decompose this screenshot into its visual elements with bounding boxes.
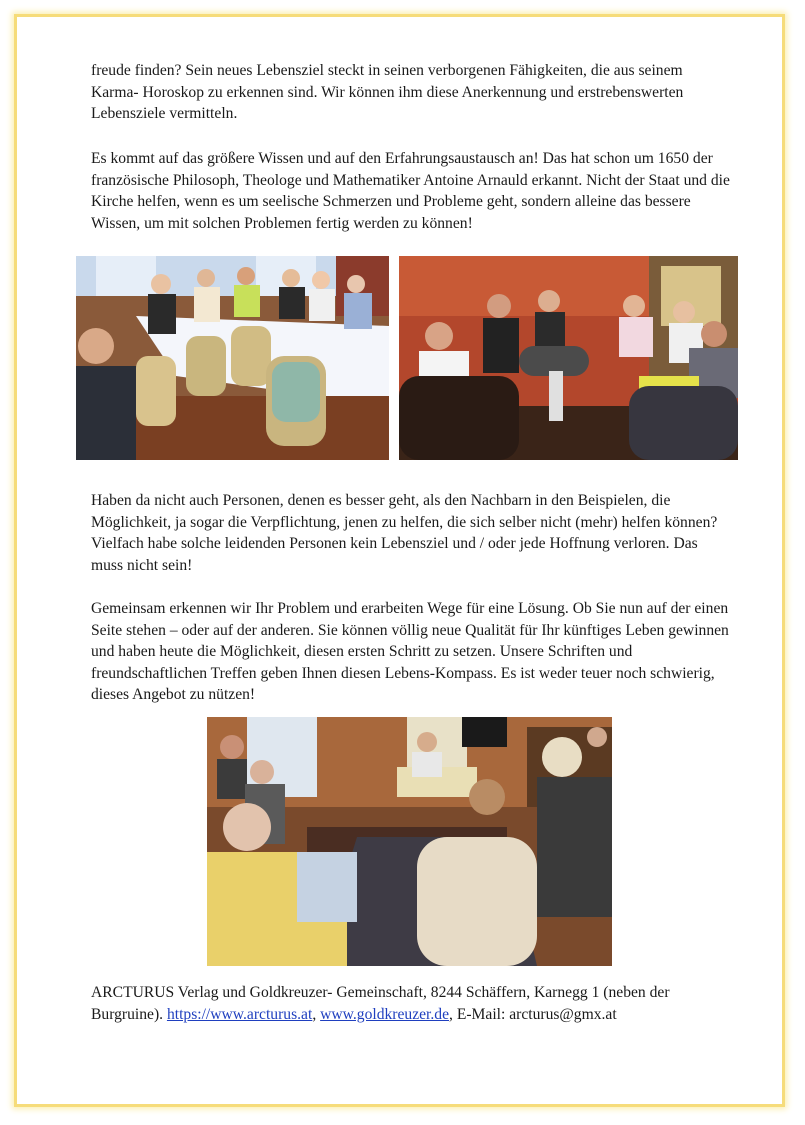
paragraph-solution: Gemeinsam erkennen wir Ihr Problem und erarbeiten Wege für eine Lösung. Ob Sie nun auf der einen Seite stehen – oder auf der anderen. Sie können völlig neue Qualität für Ihr künftiges Leben gewinnen und haben heute die Möglichkeit, diesen ersten Schritt zu setzen. Unsere Schriften und freundschaftlichen Treffen geben Ihnen diesen Lebens-Kompass. Es ist weder teuer noch schwierig, dieses Angebot zu nützen! xyxy=(91,600,729,703)
paragraph-intro: freude finden? Sein neues Lebensziel steckt in seinen verborgenen Fähigkeiten, die aus seinem Karma- Horoskop zu erkennen sind. Wir können ihm diese Anerkennung und erstrebenswerten Lebensziele vermitteln. xyxy=(91,62,684,122)
photo-seminar-room xyxy=(207,717,612,966)
paragraph-knowledge: Es kommt auf das größere Wissen und auf den Erfahrungsaustausch an! Das hat schon um 1650 der französische Philosoph, Theologe und Mathematiker Antoine Arnauld erkannt. Nicht der Staat und die Kirche helfen, wenn es um seelische Schmerzen und Probleme geht, sondern alleine das bessere Wissen, um mit solchen Problemen fertig werden zu können! xyxy=(91,150,730,232)
footer-contact xyxy=(91,982,731,1025)
link-arcturus[interactable]: https://www.arcturus.at xyxy=(166,1005,313,1023)
photo-group-table-meeting xyxy=(76,256,389,460)
footer-text-after: , E-Mail: arcturus@gmx.at xyxy=(449,1005,617,1023)
paragraph-obligation: Haben da nicht auch Personen, denen es besser geht, als den Nachbarn in den Beispielen, die Möglichkeit, ja sogar die Verpflichtung, jenen zu helfen, die sich selber nicht (mehr) helfen können? Vielfach habe solche leidenden Personen kein Lebensziel und / oder jede Hoffnung verloren. Das muss nicht sein! xyxy=(91,492,718,574)
link-goldkreuzer[interactable]: www.goldkreuzer.de xyxy=(320,1005,450,1023)
footer-separator: , xyxy=(312,1005,321,1023)
photo-lounge-conversation xyxy=(399,256,738,460)
footer-text-before: ARCTURUS Verlag und Goldkreuzer- Gemeinschaft, 8244 Schäffern, Karnegg 1 (neben der Burgruine). xyxy=(91,984,670,1023)
